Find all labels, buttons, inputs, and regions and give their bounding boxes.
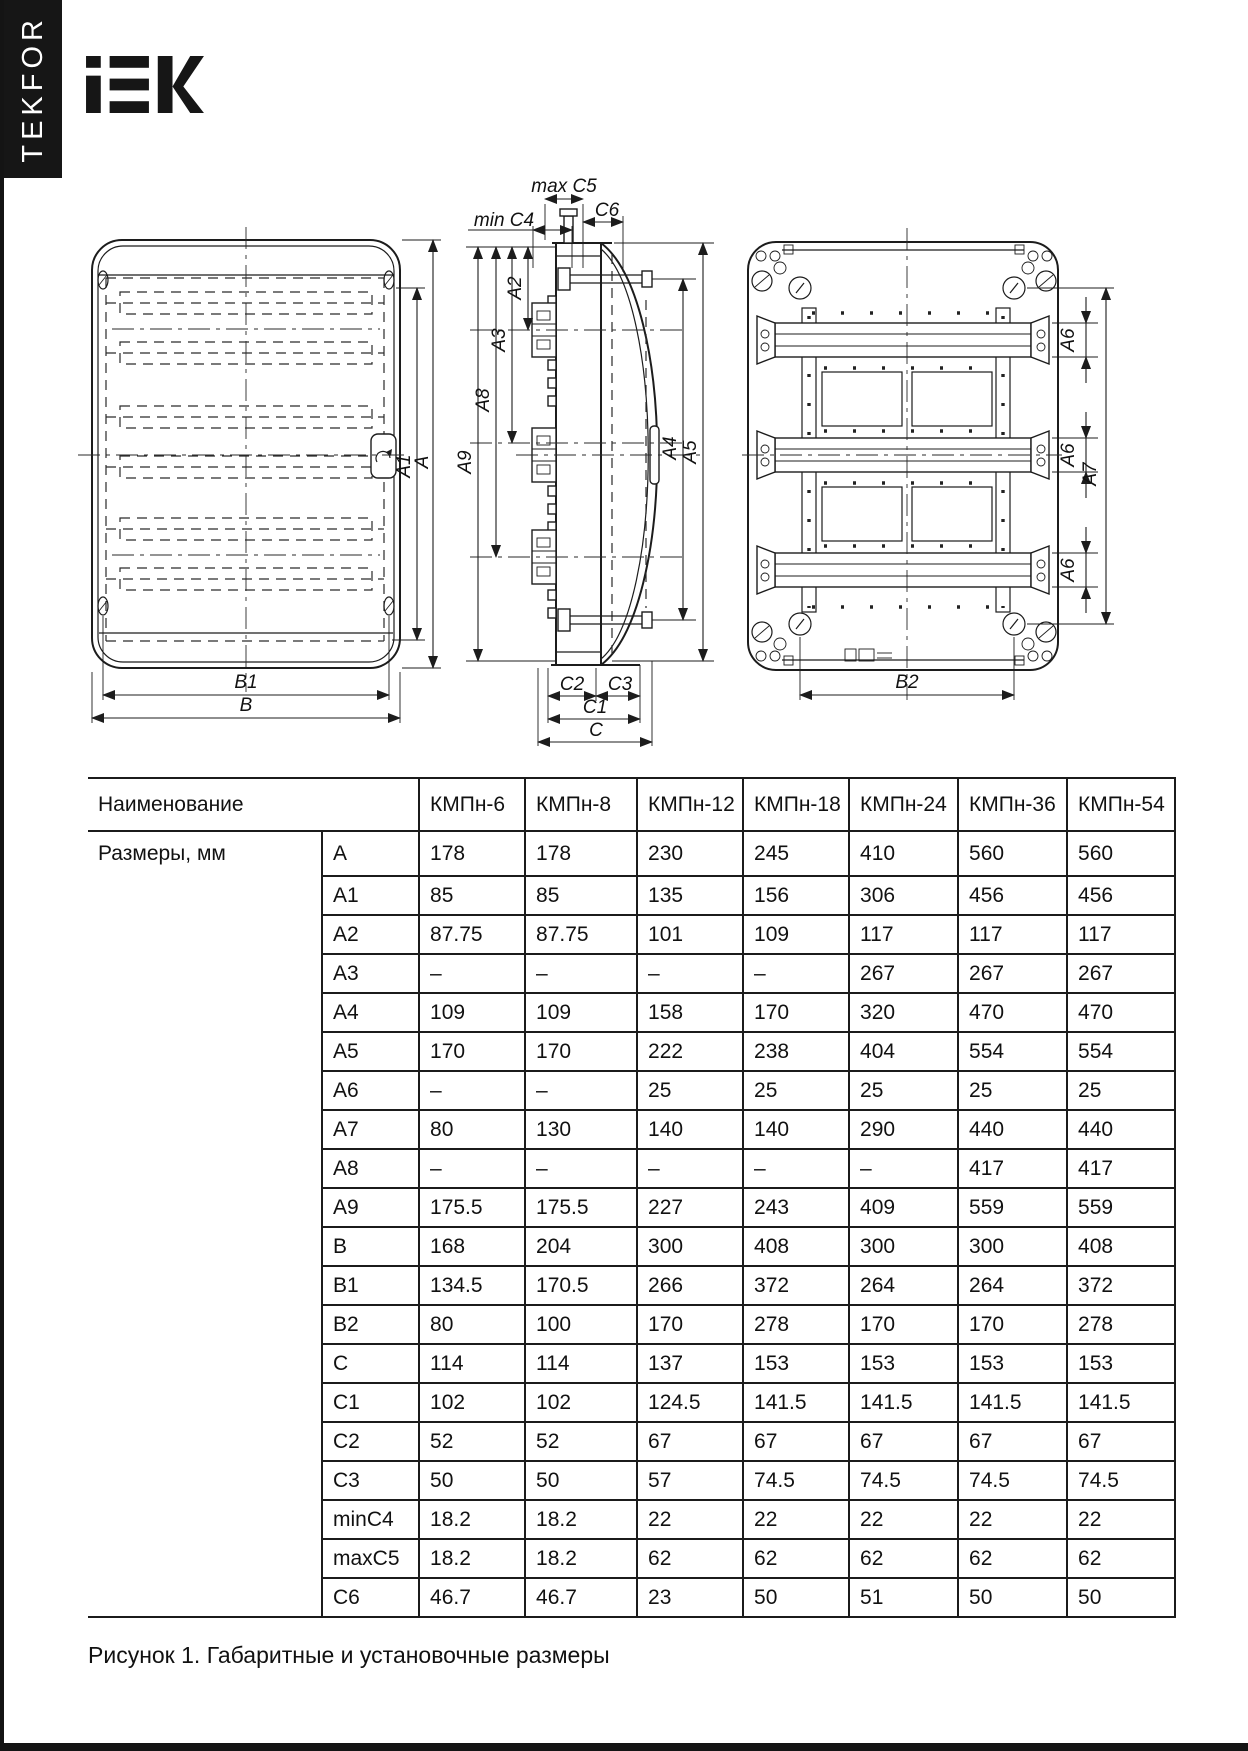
bottom-rule <box>4 1743 1248 1751</box>
value-cell: 153 <box>743 1344 849 1383</box>
dim-label-a6-2: A6 <box>1058 443 1079 467</box>
value-cell: – <box>743 954 849 993</box>
value-cell: 267 <box>958 954 1067 993</box>
value-cell: 85 <box>525 876 637 915</box>
value-cell: 50 <box>419 1461 525 1500</box>
value-cell: 264 <box>958 1266 1067 1305</box>
value-cell: 25 <box>849 1071 958 1110</box>
value-cell: 560 <box>1067 831 1175 876</box>
dim-label-c2: C2 <box>559 674 585 695</box>
value-cell: 109 <box>419 993 525 1032</box>
value-cell: 102 <box>419 1383 525 1422</box>
dim-label-b1: B1 <box>234 672 258 693</box>
dim-label-c1: C1 <box>582 697 608 718</box>
param-cell: A4 <box>322 993 419 1032</box>
value-cell: 141.5 <box>958 1383 1067 1422</box>
value-cell: 22 <box>1067 1500 1175 1539</box>
value-cell: 140 <box>637 1110 743 1149</box>
value-cell: 74.5 <box>743 1461 849 1500</box>
value-cell: 140 <box>743 1110 849 1149</box>
dim-label-a4: A4 <box>660 436 681 460</box>
group-label-cell: Размеры, мм <box>98 842 226 865</box>
value-cell: 320 <box>849 993 958 1032</box>
param-cell: A7 <box>322 1110 419 1149</box>
value-cell: 80 <box>419 1305 525 1344</box>
value-cell: 134.5 <box>419 1266 525 1305</box>
value-cell: 470 <box>958 993 1067 1032</box>
value-cell: 130 <box>525 1110 637 1149</box>
param-cell: maxC5 <box>322 1539 419 1578</box>
value-cell: 372 <box>1067 1266 1175 1305</box>
value-cell: 440 <box>958 1110 1067 1149</box>
value-cell: 170 <box>525 1032 637 1071</box>
value-cell: 25 <box>958 1071 1067 1110</box>
value-cell: 67 <box>958 1422 1067 1461</box>
dim-label-min-c4: min C4 <box>473 210 535 231</box>
value-cell: 153 <box>849 1344 958 1383</box>
value-cell: 278 <box>743 1305 849 1344</box>
value-cell: 153 <box>958 1344 1067 1383</box>
value-cell: – <box>525 954 637 993</box>
value-cell: 141.5 <box>1067 1383 1175 1422</box>
din-clamp-profiles <box>532 303 556 584</box>
value-cell: 170 <box>743 993 849 1032</box>
value-cell: 417 <box>958 1149 1067 1188</box>
value-cell: 175.5 <box>419 1188 525 1227</box>
value-cell: 404 <box>849 1032 958 1071</box>
header-name-cell: Наименование <box>88 778 419 831</box>
value-cell: 50 <box>525 1461 637 1500</box>
value-cell: 222 <box>637 1032 743 1071</box>
value-cell: 62 <box>1067 1539 1175 1578</box>
value-cell: 22 <box>958 1500 1067 1539</box>
param-cell: A2 <box>322 915 419 954</box>
value-cell: 170.5 <box>525 1266 637 1305</box>
value-cell: 18.2 <box>419 1500 525 1539</box>
param-cell: B2 <box>322 1305 419 1344</box>
param-cell: C6 <box>322 1578 419 1617</box>
table-header-row <box>88 778 1175 831</box>
side-view-dimensions <box>455 176 714 746</box>
value-cell: 554 <box>1067 1032 1175 1071</box>
value-cell: 156 <box>743 876 849 915</box>
dim-label-b2: B2 <box>895 672 919 693</box>
dim-label-a3: A3 <box>489 328 510 352</box>
dim-label-a1: A1 <box>394 454 415 478</box>
dim-label-a6-3: A6 <box>1058 558 1079 582</box>
value-cell: 114 <box>525 1344 637 1383</box>
dim-label-a7: A7 <box>1080 462 1101 486</box>
value-cell: – <box>525 1071 637 1110</box>
value-cell: 87.75 <box>419 915 525 954</box>
value-cell: 67 <box>1067 1422 1175 1461</box>
value-cell: 100 <box>525 1305 637 1344</box>
value-cell: 227 <box>637 1188 743 1227</box>
dim-label-a5: A5 <box>680 440 701 464</box>
value-cell: 109 <box>743 915 849 954</box>
wall-bolt-bottom <box>558 609 652 631</box>
model-header-cell: КМПн-54 <box>1067 778 1175 831</box>
value-cell: 290 <box>849 1110 958 1149</box>
param-cell: B <box>322 1227 419 1266</box>
dim-label-a9: A9 <box>455 450 476 474</box>
model-header-cell: КМПн-18 <box>743 778 849 831</box>
value-cell: 51 <box>849 1578 958 1617</box>
value-cell: 559 <box>958 1188 1067 1227</box>
value-cell: 243 <box>743 1188 849 1227</box>
value-cell: 470 <box>1067 993 1175 1032</box>
value-cell: 74.5 <box>958 1461 1067 1500</box>
param-cell: B1 <box>322 1266 419 1305</box>
model-header-cell: КМПн-6 <box>419 778 525 831</box>
value-cell: 18.2 <box>525 1500 637 1539</box>
value-cell: 67 <box>849 1422 958 1461</box>
value-cell: 306 <box>849 876 958 915</box>
value-cell: 456 <box>958 876 1067 915</box>
value-cell: 278 <box>1067 1305 1175 1344</box>
value-cell: 135 <box>637 876 743 915</box>
value-cell: 22 <box>637 1500 743 1539</box>
value-cell: 87.75 <box>525 915 637 954</box>
value-cell: 50 <box>958 1578 1067 1617</box>
value-cell: 22 <box>849 1500 958 1539</box>
value-cell: 559 <box>1067 1188 1175 1227</box>
value-cell: 62 <box>849 1539 958 1578</box>
param-cell: A5 <box>322 1032 419 1071</box>
value-cell: 117 <box>1067 915 1175 954</box>
param-cell: A6 <box>322 1071 419 1110</box>
tekfor-banner-label: TEKFOR <box>16 15 49 163</box>
value-cell: 300 <box>637 1227 743 1266</box>
value-cell: 25 <box>1067 1071 1175 1110</box>
model-header-cell: КМПн-36 <box>958 778 1067 831</box>
rear-view <box>742 228 1062 700</box>
table-row <box>88 831 1175 876</box>
value-cell: 168 <box>419 1227 525 1266</box>
value-cell: 175.5 <box>525 1188 637 1227</box>
value-cell: 109 <box>525 993 637 1032</box>
value-cell: – <box>637 1149 743 1188</box>
value-cell: 101 <box>637 915 743 954</box>
param-cell: A8 <box>322 1149 419 1188</box>
value-cell: 267 <box>1067 954 1175 993</box>
dim-label-a2: A2 <box>505 276 526 300</box>
value-cell: 74.5 <box>849 1461 958 1500</box>
dimensions-table <box>88 777 1176 1618</box>
dim-label-a: A <box>412 455 433 469</box>
param-cell: minC4 <box>322 1500 419 1539</box>
model-header-cell: КМПн-12 <box>637 778 743 831</box>
value-cell: 67 <box>637 1422 743 1461</box>
value-cell: 62 <box>958 1539 1067 1578</box>
value-cell: 204 <box>525 1227 637 1266</box>
value-cell: 230 <box>637 831 743 876</box>
door-latch-icon <box>371 434 396 478</box>
value-cell: 80 <box>419 1110 525 1149</box>
value-cell: 410 <box>849 831 958 876</box>
front-view-dimensions <box>92 240 441 723</box>
model-header-cell: КМПн-24 <box>849 778 958 831</box>
param-cell: A3 <box>322 954 419 993</box>
value-cell: 264 <box>849 1266 958 1305</box>
value-cell: 456 <box>1067 876 1175 915</box>
dim-label-c6: C6 <box>594 200 620 221</box>
value-cell: 266 <box>637 1266 743 1305</box>
value-cell: 52 <box>525 1422 637 1461</box>
value-cell: 170 <box>958 1305 1067 1344</box>
table-body <box>88 831 1175 1617</box>
value-cell: 417 <box>1067 1149 1175 1188</box>
value-cell: – <box>419 1071 525 1110</box>
value-cell: 18.2 <box>419 1539 525 1578</box>
value-cell: 178 <box>525 831 637 876</box>
value-cell: 50 <box>1067 1578 1175 1617</box>
value-cell: 409 <box>849 1188 958 1227</box>
value-cell: 141.5 <box>849 1383 958 1422</box>
value-cell: 85 <box>419 876 525 915</box>
value-cell: 67 <box>743 1422 849 1461</box>
dim-label-c3: C3 <box>607 674 633 695</box>
value-cell: 408 <box>1067 1227 1175 1266</box>
value-cell: 141.5 <box>743 1383 849 1422</box>
param-cell: C3 <box>322 1461 419 1500</box>
param-cell: A1 <box>322 876 419 915</box>
value-cell: 102 <box>525 1383 637 1422</box>
value-cell: 170 <box>637 1305 743 1344</box>
value-cell: 25 <box>743 1071 849 1110</box>
figure-drawing <box>0 0 1248 770</box>
value-cell: 74.5 <box>1067 1461 1175 1500</box>
figure-caption: Рисунок 1. Габаритные и установочные размеры <box>88 1642 610 1668</box>
value-cell: 372 <box>743 1266 849 1305</box>
value-cell: 170 <box>419 1032 525 1071</box>
value-cell: 117 <box>849 915 958 954</box>
param-cell: C <box>322 1344 419 1383</box>
value-cell: 178 <box>419 831 525 876</box>
value-cell: 52 <box>419 1422 525 1461</box>
value-cell: 440 <box>1067 1110 1175 1149</box>
value-cell: – <box>637 954 743 993</box>
rear-marking <box>845 649 892 661</box>
value-cell: 62 <box>743 1539 849 1578</box>
value-cell: 124.5 <box>637 1383 743 1422</box>
wall-bolt-top <box>558 268 652 290</box>
param-cell: A <box>322 831 419 876</box>
value-cell: 50 <box>743 1578 849 1617</box>
value-cell: – <box>419 954 525 993</box>
dim-label-a6: A6 <box>1058 328 1079 352</box>
dim-label-b: B <box>239 695 253 716</box>
value-cell: 158 <box>637 993 743 1032</box>
dim-label-max-c5: max C5 <box>531 176 597 197</box>
value-cell: 554 <box>958 1032 1067 1071</box>
value-cell: 238 <box>743 1032 849 1071</box>
value-cell: 22 <box>743 1500 849 1539</box>
value-cell: 300 <box>958 1227 1067 1266</box>
value-cell: 114 <box>419 1344 525 1383</box>
value-cell: 170 <box>849 1305 958 1344</box>
value-cell: 46.7 <box>419 1578 525 1617</box>
value-cell: 267 <box>849 954 958 993</box>
value-cell: 300 <box>849 1227 958 1266</box>
value-cell: 245 <box>743 831 849 876</box>
value-cell: 57 <box>637 1461 743 1500</box>
param-cell: C2 <box>322 1422 419 1461</box>
value-cell: 46.7 <box>525 1578 637 1617</box>
value-cell: – <box>849 1149 958 1188</box>
value-cell: 18.2 <box>525 1539 637 1578</box>
dim-label-c: C <box>589 720 603 741</box>
value-cell: 408 <box>743 1227 849 1266</box>
param-cell: A9 <box>322 1188 419 1227</box>
value-cell: 62 <box>637 1539 743 1578</box>
model-header-cell: КМПн-8 <box>525 778 637 831</box>
dim-label-a8: A8 <box>473 388 494 412</box>
value-cell: 560 <box>958 831 1067 876</box>
param-cell: C1 <box>322 1383 419 1422</box>
value-cell: 137 <box>637 1344 743 1383</box>
value-cell: 25 <box>637 1071 743 1110</box>
value-cell: 117 <box>958 915 1067 954</box>
front-view <box>78 227 404 692</box>
value-cell: – <box>743 1149 849 1188</box>
value-cell: – <box>525 1149 637 1188</box>
value-cell: 153 <box>1067 1344 1175 1383</box>
value-cell: – <box>419 1149 525 1188</box>
value-cell: 23 <box>637 1578 743 1617</box>
